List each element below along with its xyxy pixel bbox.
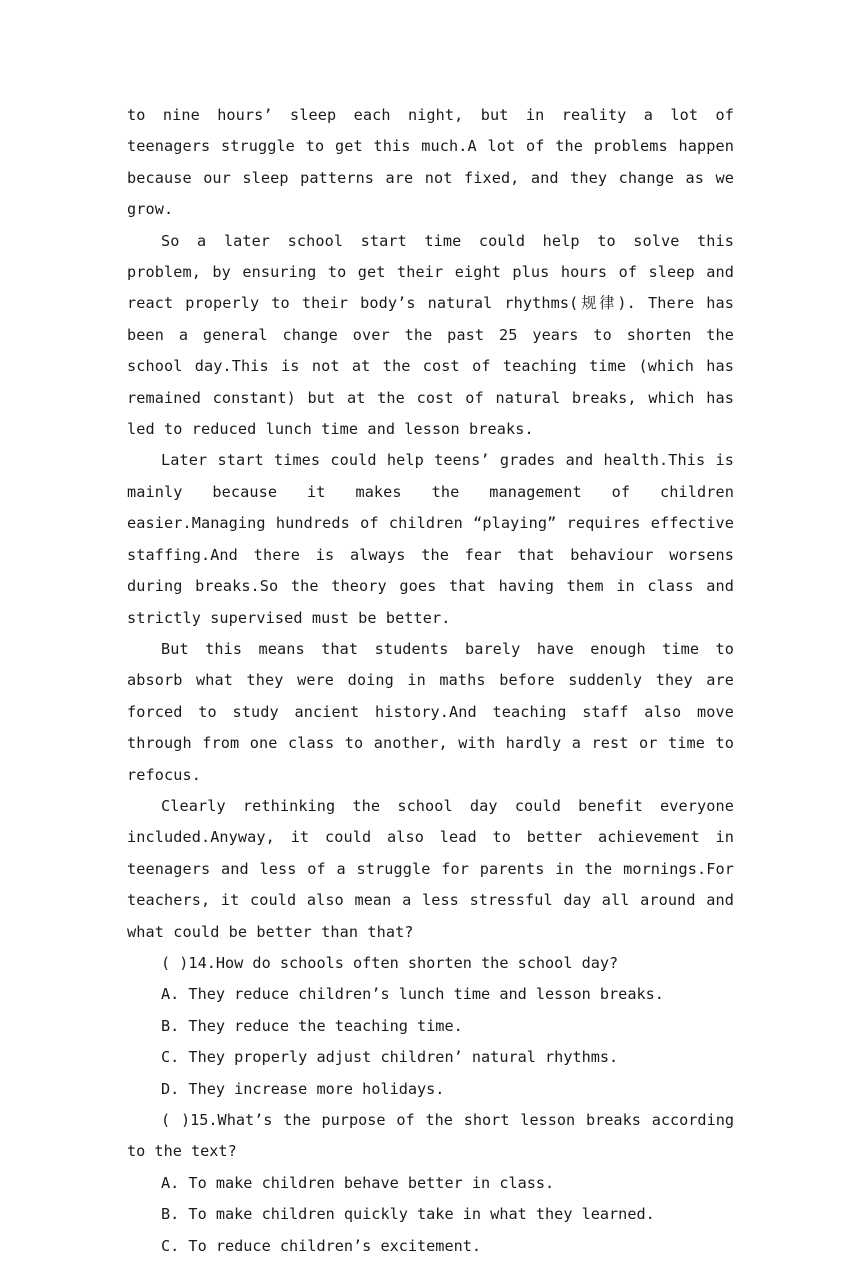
- passage-paragraph-1: So a later school start time could help to solve this problem, by ensuring to get their eight plus hours of sleep and react properly to their body’s natural rhythms(规律). There has been a general change over the past 25 years to shorten the school day.This is not at the cost of teaching time (which has remained constant) but at the cost of natural breaks, which has led to reduced lunch time and lesson breaks.: [127, 231, 734, 439]
- passage-paragraph-3: But this means that students barely have enough time to absorb what they were doing in maths before suddenly they are forced to study ancient history.And teaching staff also move through from one class to another, with hardly a rest or time to refocus.: [127, 639, 734, 784]
- question-14-option-a: A. They reduce children’s lunch time and lesson breaks.: [161, 985, 664, 1004]
- question-15-stem: ( )15.What’s the purpose of the short lesson breaks according to the text?: [127, 1111, 734, 1161]
- question-15-option-a: A. To make children behave better in class.: [161, 1173, 555, 1192]
- document-page: [127, 100, 734, 1262]
- question-14-option-d: D. They increase more holidays.: [161, 1079, 445, 1098]
- question-15-option-b: B. To make children quickly take in what they learned.: [161, 1205, 655, 1224]
- question-14-option-b: B. They reduce the teaching time.: [161, 1016, 463, 1035]
- passage-paragraph-0: to nine hours’ sleep each night, but in reality a lot of teenagers struggle to get this much.A lot of the problems happen because our sleep patterns are not fixed, and they change as we grow.: [127, 106, 734, 219]
- passage-paragraph-4: Clearly rethinking the school day could benefit everyone included.Anyway, it could also lead to better achievement in teenagers and less of a struggle for parents in the mornings.For teachers, it could also mean a less stressful day all around and what could be better than that?: [127, 796, 734, 941]
- question-14-option-c: C. They properly adjust children’ natural rhythms.: [161, 1048, 619, 1067]
- passage-paragraph-2: Later start times could help teens’ grades and health.This is mainly because it makes the management of children easier.Managing hundreds of children “playing” requires effective staffing.And there is always the fear that behaviour worsens during breaks.So the theory goes that having them in class and strictly supervised must be better.: [127, 451, 734, 627]
- question-14-stem: ( )14.How do schools often shorten the school day?: [161, 953, 619, 972]
- question-15-option-c: C. To reduce children’s excitement.: [161, 1236, 482, 1255]
